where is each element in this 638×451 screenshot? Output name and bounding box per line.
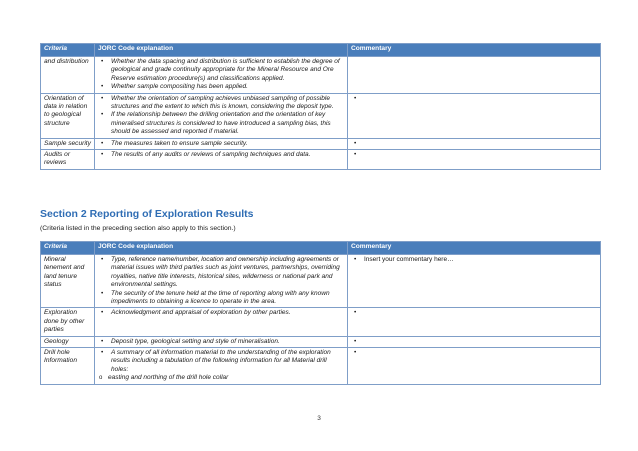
table-row	[41, 336, 601, 347]
explanation-header: JORC Code explanation	[95, 242, 348, 255]
commentary-cell	[348, 336, 601, 347]
explanation-item: • Acknowledgment and appraisal of exploration by other parties.	[111, 309, 344, 317]
table-row	[41, 138, 601, 149]
commentary-cell	[348, 150, 601, 170]
commentary-cell	[348, 138, 601, 149]
explanation-item: • A summary of all information material to the understanding of the exploration results including a tabulation of the following information for all Material drill holes:	[111, 349, 344, 374]
commentary-header: Commentary	[348, 44, 601, 57]
table-row	[41, 93, 601, 138]
table-row	[41, 255, 601, 308]
criteria-header: Criteria	[41, 44, 95, 57]
explanation-subitem: o easting and northing of the drill hole collar	[108, 374, 344, 382]
commentary-cell	[348, 348, 601, 385]
section-note: (Criteria listed in the preceding section also apply to this section.)	[40, 225, 236, 232]
explanation-item: • If the relationship between the drilling orientation and the orientation of key mineralised structures is considered to have introduced a sampling bias, this should be assessed and reported if material.	[111, 111, 344, 136]
explanation-item: • Whether sample compositing has been applied.	[111, 83, 344, 91]
explanation-item: • Whether the orientation of sampling achieves unbiased sampling of possible structures and the extent to which this is known, considering the deposit type.	[111, 95, 344, 112]
commentary-cell	[348, 255, 601, 308]
section-title: Section 2 Reporting of Exploration Results	[40, 208, 254, 220]
explanation-item: • The results of any audits or reviews of sampling techniques and data.	[111, 151, 344, 159]
table-row	[41, 57, 601, 94]
explanation-item: • Whether the data spacing and distribution is sufficient to establish the degree of geological and grade continuity appropriate for the Mineral Resource and Ore Reserve estimation procedure(s) and classifications applied.	[111, 58, 344, 83]
explanation-item: • Deposit type, geological setting and style of mineralisation.	[111, 338, 344, 346]
commentary-item[interactable]: • Insert your commentary here…	[364, 256, 597, 264]
page-number: 3	[317, 415, 321, 422]
explanation-item: • The measures taken to ensure sample security.	[111, 140, 344, 148]
criteria-header: Criteria	[41, 242, 95, 255]
criteria-cell: and distribution	[41, 57, 95, 94]
table-row	[41, 348, 601, 385]
commentary-cell	[348, 93, 601, 138]
commentary-cell	[348, 308, 601, 336]
table-row	[41, 308, 601, 336]
criteria-cell: Audits or reviews	[41, 150, 95, 170]
criteria-table-1	[40, 43, 601, 170]
explanation-item: • The security of the tenure held at the time of reporting along with any known impediments to obtaining a licence to operate in the area.	[111, 290, 344, 307]
criteria-table-2	[40, 241, 601, 385]
criteria-cell: Drill hole Information	[41, 348, 95, 385]
table-row	[41, 150, 601, 170]
explanation-header: JORC Code explanation	[95, 44, 348, 57]
commentary-cell	[348, 57, 601, 94]
explanation-item: • Type, reference name/number, location and ownership including agreements or material issues with third parties such as joint ventures, partnerships, overriding royalties, native title interests, historical sites, wilderness or national park and environmental settings.	[111, 256, 344, 290]
criteria-cell: Sample security	[41, 138, 95, 149]
table-header-row	[41, 44, 601, 57]
commentary-header: Commentary	[348, 242, 601, 255]
table-header-row	[41, 242, 601, 255]
criteria-cell: Geology	[41, 336, 95, 347]
criteria-cell: Mineral tenement and land tenure status	[41, 255, 95, 308]
criteria-cell: Orientation of data in relation to geological structure	[41, 93, 95, 138]
criteria-cell: Exploration done by other parties	[41, 308, 95, 336]
